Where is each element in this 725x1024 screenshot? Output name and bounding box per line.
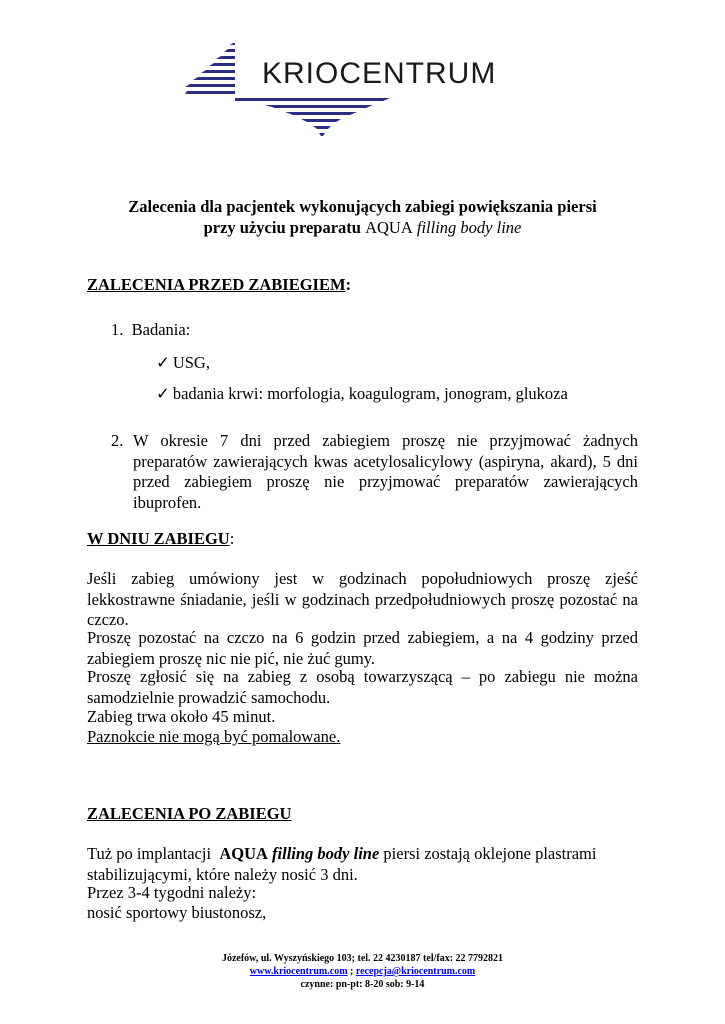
day-paragraph-1: Jeśli zabieg umówiony jest w godzinach popołudniowych proszę zjeść lekkostrawne śniadanie, jeśli w godzinach przedpołudniowych proszę pozostać na czczo. xyxy=(87,569,638,629)
check-item-usg: ✓ USG, xyxy=(156,353,210,372)
day-paragraph-5: Paznokcie nie mogą być pomalowane. xyxy=(87,727,341,746)
email-link[interactable]: recepcja@kriocentrum.com xyxy=(355,966,476,977)
footer-address: Józefów, ul. Wyszyńskiego 103; tel. 22 4230187 tel/fax: 22 7792821 xyxy=(221,953,504,964)
check-item-blood: ✓ badania krwi: morfologia, koagulogram, jonogram, glukoza xyxy=(156,384,568,403)
after-paragraph-2: Przez 3-4 tygodni należy: xyxy=(87,883,257,902)
list-item-2-number: 2. xyxy=(111,431,124,450)
footer-links: www.kriocentrum.com ; recepcja@kriocentrum.com xyxy=(249,966,476,977)
logo-triangle-upper xyxy=(185,43,235,94)
day-paragraph-2: Proszę pozostać na czczo na 6 godzin przed zabiegiem, a na 4 godziny przed zabiegiem proszę nic nie pić, nie żuć gumy. xyxy=(87,628,638,668)
list-item-1: 1. Badania: xyxy=(111,320,191,339)
section-heading-after: ZALECENIA PO ZABIEGU xyxy=(87,804,292,823)
section-heading-before: ZALECENIA PRZED ZABIEGIEM: xyxy=(87,275,352,294)
checkmark-icon: ✓ xyxy=(156,353,170,372)
logo-brand-text: KRIOCENTRUM xyxy=(262,57,497,90)
website-link[interactable]: www.kriocentrum.com xyxy=(249,966,348,977)
section-heading-day: W DNIU ZABIEGU: xyxy=(87,529,235,548)
day-paragraph-4: Zabieg trwa około 45 minut. xyxy=(87,707,276,726)
list-item-2-text: W okresie 7 dni przed zabiegiem proszę nie przyjmować żadnych preparatów zawierających kwas acetylosalicylowy (aspiryna, akard), 5 dni przed zabiegiem proszę nie przyjmować preparatów zawierających ibuprofen. xyxy=(133,431,638,512)
checkmark-icon: ✓ xyxy=(156,384,170,403)
after-paragraph-1: Tuż po implantacji AQUA filling body line piersi zostają oklejone plastrami stabilizującymi, które należy nosić 3 dni. xyxy=(87,844,597,884)
day-paragraph-3: Proszę zgłosić się na zabieg z osobą towarzyszącą – po zabiegu nie można samodzielnie prowadzić samochodu. xyxy=(87,667,638,707)
page-title-line1: Zalecenia dla pacjentek wykonujących zabiegi powiększania piersi xyxy=(128,197,597,216)
after-paragraph-3: nosić sportowy biustonosz, xyxy=(87,903,267,922)
logo-triangle-lower xyxy=(235,98,390,136)
page-title-line2: przy użyciu preparatu AQUA filling body line xyxy=(203,218,522,237)
footer-hours: czynne: pn-pt: 8-20 sob: 9-14 xyxy=(300,979,425,990)
